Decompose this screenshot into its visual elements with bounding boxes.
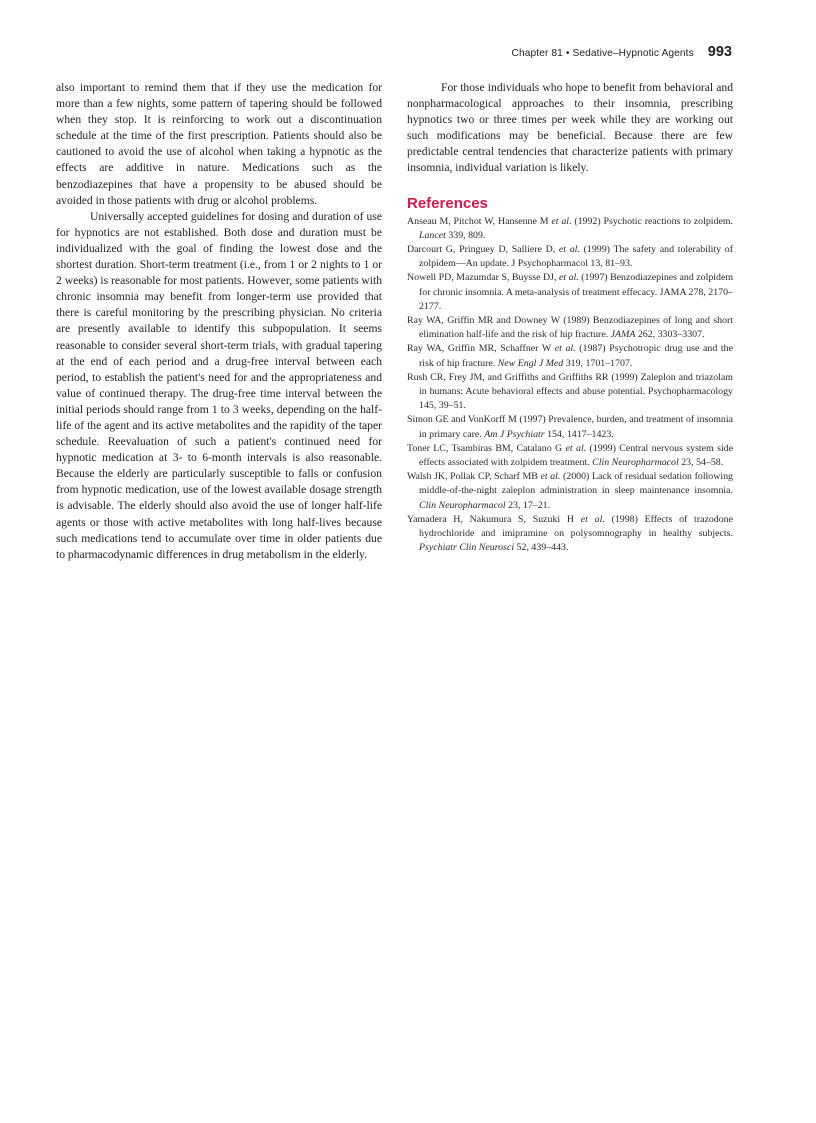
reference-text: . (1992) Psychotic reactions to zolpidem. [569,215,733,227]
et-al: et al. [580,513,605,525]
et-al: et al. [558,243,580,255]
right-column [407,80,733,555]
chapter-title: Chapter 81 • Sedative–Hypnotic Agents [511,48,694,59]
running-head [512,44,732,60]
reference-text: 52, 439–443. [514,542,569,554]
reference-text: 339, 809. [445,229,486,241]
reference-text: Anseau M, Pitchot W, Hansenne M [407,215,552,227]
reference-entry [407,342,733,370]
reference-text: Toner LC, Tsambiras BM, Catalano G [407,442,566,454]
reference-text: Ray WA, Griffin MR and Downey W (1989) Benzodiazepines of long and short elimination half-life and the risk of hip fracture. [407,314,733,341]
references-list [407,215,733,556]
journal-name: Clin Neuropharmacol [592,457,679,469]
paragraph: Universally accepted guidelines for dosing and duration of use for hypnotics are not established. Both dose and duration must be individualized with the goal of finding the lowest dose and the shortest duration. Short-term treatment (i.e., from 1 or 2 nights to 1 or 2 weeks) is reasonable for most patients. However, some patients with chronic insomnia may benefit from longer-term use provided that there is careful monitoring by the prescribing physician. No criteria are presently available to identify this subpopulation. It seems reasonable to consider several short-term trials, with gradual tapering at the end of each period and a drug-free interval between each period, to establish the patient's need for and the appropriateness and value of continued therapy. The drug-free time interval between the initial periods should range from 1 to 3 weeks, depending on the half-life of the agent and its active metabolites and the rapidity of the taper schedule. Reevaluation of such a patient's continued need for hypnotic medication at 3- to 6-month intervals is also reasonable. Because the elderly are particularly susceptible to falls or confusion from hypnotic medication, use of the lowest available dosage strength is advisable. The elderly should also avoid the use of longer half-life agents or those with active metabolites with long half-lives because such medications tend to accumulate over time in older patients due to pharmacodynamic differences in drug metabolism in the elderly. [56,209,383,561]
et-al: et al [551,215,570,227]
et-al: et al. [565,442,587,454]
reference-entry [407,470,733,513]
reference-text: Simon GE and VonKorff M (1997) Prevalence, burden, and treatment of insomnia in primary care. [407,414,733,440]
journal-name: Lancet [419,229,446,241]
reference-text: Yamadera H, Nakumura S, Suzuki H [407,513,581,525]
references-heading: References [407,194,488,212]
reference-entry [407,371,733,414]
reference-text: 154, 1417–1423. [544,428,614,440]
reference-text: (1999) Central nervous system side effects associated with zolpidem treatment. [419,442,734,469]
reference-text: (1997) Benzodiazepines and zolpidem for chronic insomnia. A meta-analysis of treatment effecacy. JAMA 278, 2170–2177. [419,272,734,312]
reference-text: Nowell PD, Mazumdar S, Buysse DJ, [407,272,559,284]
reference-text: Darcourt G, Pringuey D, Salliere D, [407,243,559,255]
reference-text: (1999) The safety and tolerability of zolpidem—An update. J Psychopharmacol 13, 81–93. [419,243,733,270]
et-al: et al. [540,471,561,483]
reference-text: (1998) Effects of trazodone hydrochloride and imipramine on polysomnography in healthy subjects. [419,513,733,540]
reference-entry [407,243,733,271]
journal-name: Am J Psychiatr [484,428,545,440]
reference-text: 23, 54–58. [678,457,724,469]
journal-name: JAMA [610,329,636,341]
paragraph: For those individuals who hope to benefit from behavioral and nonpharmacological approaches to their insomnia, prescribing hypnotics two or three times per week while they are working out such modifications may be beneficial. Because there are few predictable central tendencies that characterize patients with primary insomnia, individual variation is likely. [407,81,733,175]
paragraph: also important to remind them that if they use the medication for more than a few nights, some pattern of tapering should be followed when they stop. It is reinforcing to work out a discontinuation schedule at the time of the first prescription. Patients should also be cautioned to avoid the use of alcohol when taking a hypnotic as the effects are additive in nature. Medications such as the benzodiazepines that have a propensity to be abused should be avoided in those patients with drug or alcohol problems. [56,81,382,207]
reference-entry [407,314,733,342]
journal-name: Psychiatr Clin Neurosci [419,542,515,554]
reference-text: (2000) Lack of residual sedation following middle-of-the-night zaleplon administration in sleep maintenance insomnia. [419,471,733,497]
et-al: et al. [554,343,576,355]
reference-text: 23, 17–21. [505,499,551,511]
page-number: 993 [707,44,732,60]
left-column [56,80,382,563]
reference-text: 262, 3303–3307. [635,329,705,341]
reference-text: Ray WA, Griffin MR, Schaffner W [407,343,555,355]
reference-entry [407,442,733,470]
journal-name: Clin Neuropharmacol [419,499,506,511]
reference-text: Rush CR, Frey JM, and Griffiths and Griffiths RR (1999) Zaleplon and triazolam in humans: Acute behavioral effects and abuse potential. Psychopharmacology 145, 39–51. [407,371,733,412]
et-al: et al. [558,272,579,284]
journal-name: New Engl J Med [497,357,564,369]
reference-text: 319, 1701–1707. [563,357,633,369]
reference-text: Walsh JK, Pollak CP, Scharf MB [407,471,541,483]
reference-entry [407,215,733,243]
reference-entry [407,271,733,314]
reference-text: (1987) Psychotropic drug use and the risk of hip fracture. [419,343,733,369]
reference-entry [407,513,733,556]
reference-entry [407,413,733,441]
